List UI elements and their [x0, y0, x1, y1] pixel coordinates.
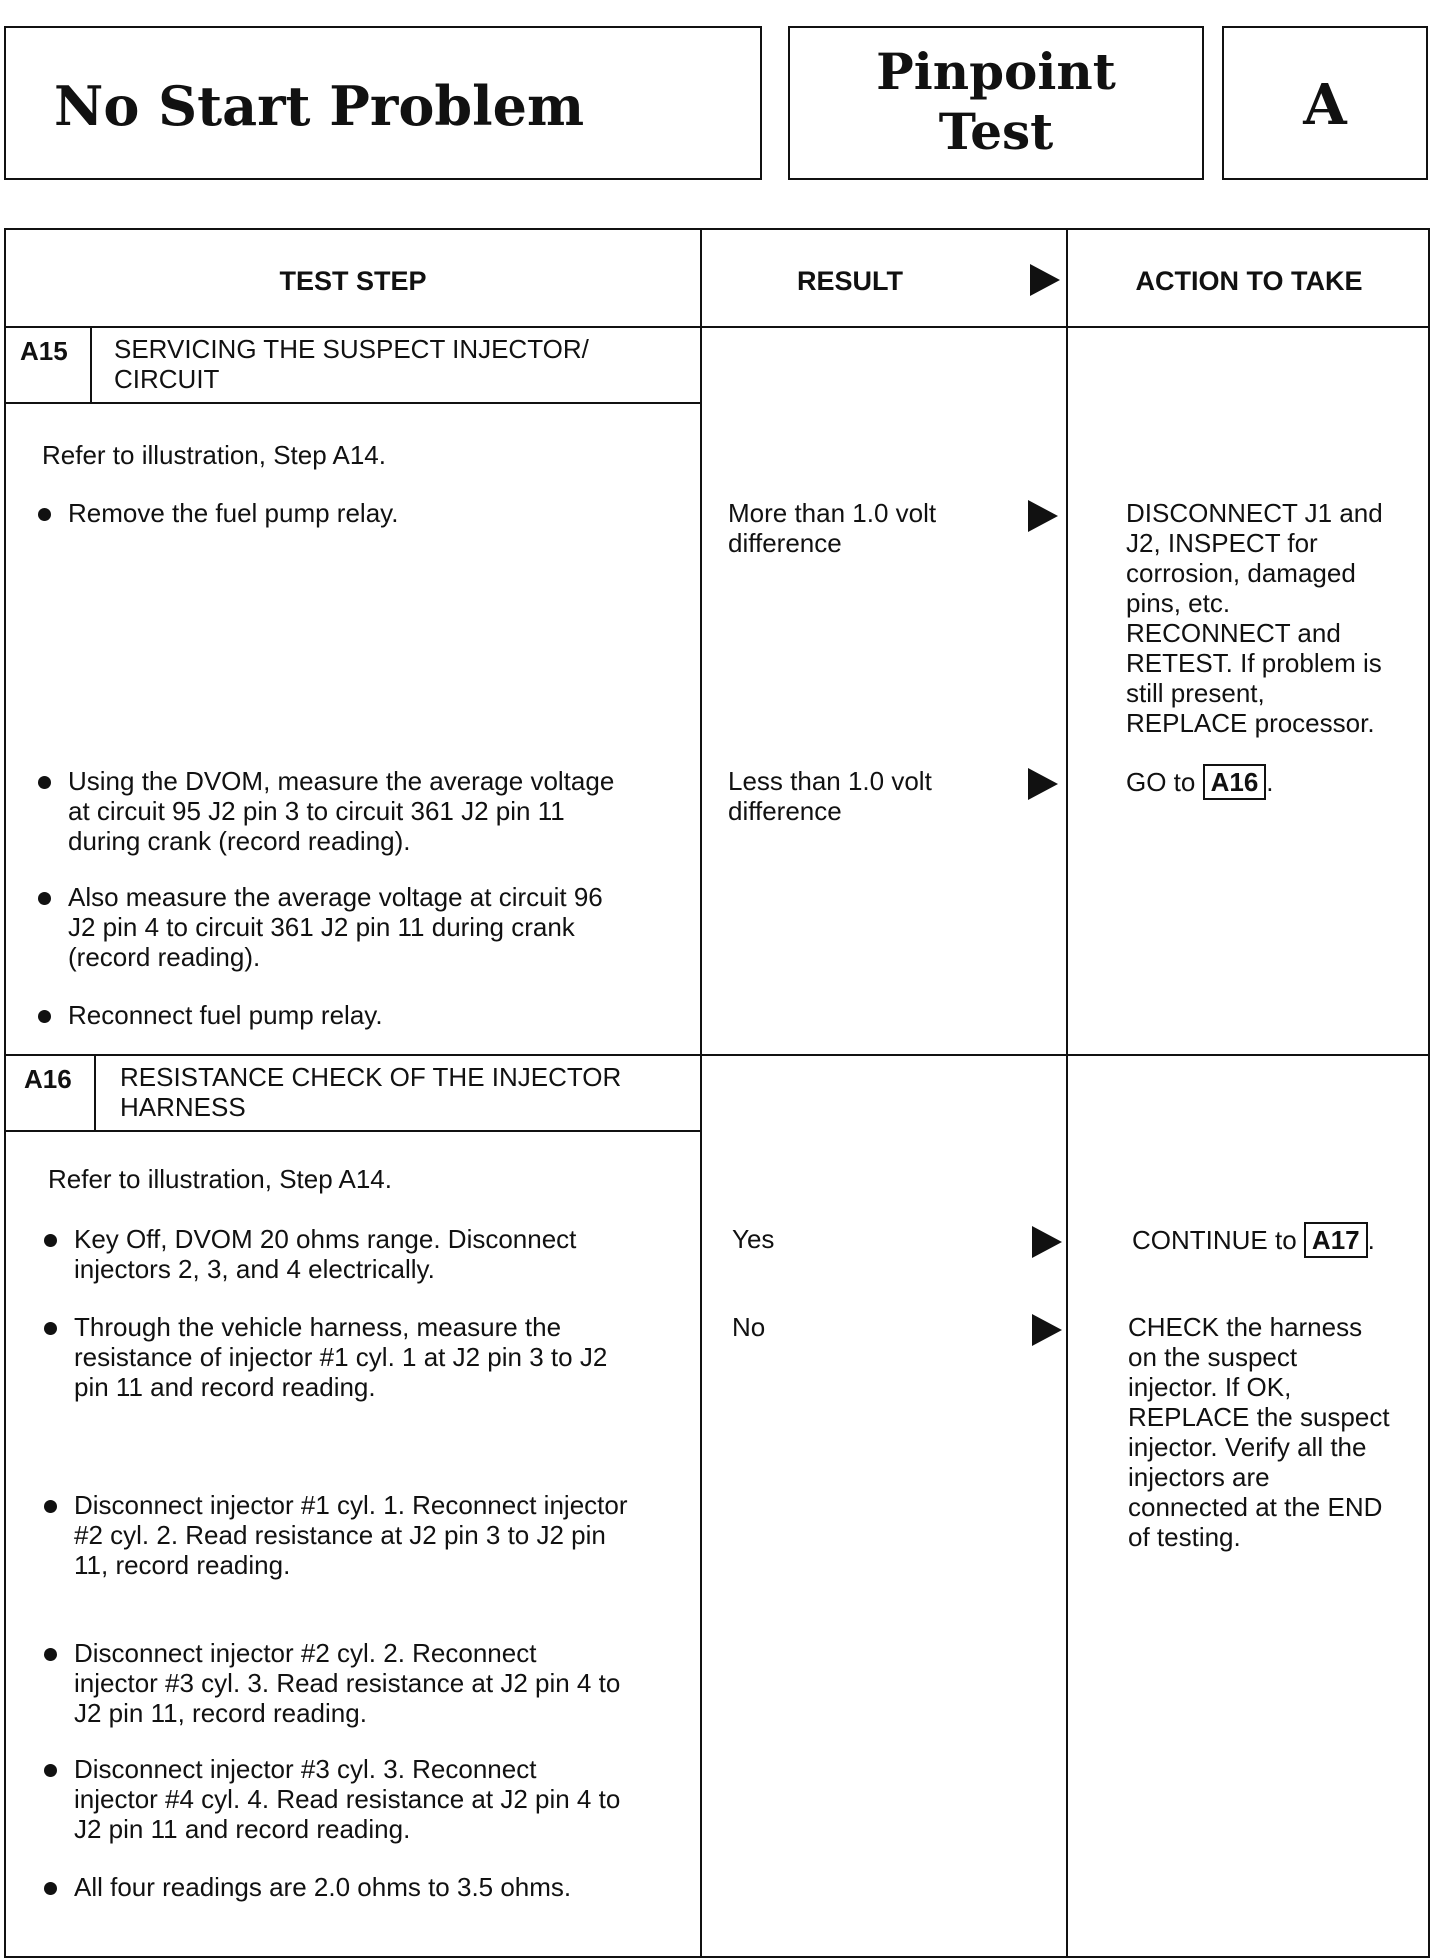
- arrow-right-icon: [1032, 1226, 1062, 1258]
- step-title-divider: [6, 1130, 700, 1132]
- header-divider: [6, 326, 1428, 328]
- bullet-icon: [38, 892, 51, 905]
- bullet-icon: [44, 1322, 57, 1335]
- a15-action-2: GO to A16 .: [1126, 764, 1274, 800]
- step-ref-a17[interactable]: A17: [1304, 1222, 1368, 1258]
- a15-refer-text: Refer to illustration, Step A14.: [42, 440, 386, 470]
- test-label: Test: [938, 102, 1054, 161]
- arrow-right-icon: [1032, 1314, 1062, 1346]
- bullet-icon: [44, 1882, 57, 1895]
- a16-action-2: CHECK the harness on the suspect injector. If OK, REPLACE the suspect injector. Verify all the injectors are connected at the END of testing.: [1128, 1312, 1390, 1552]
- header-test-step: TEST STEP: [279, 266, 427, 296]
- step-title-divider: [6, 402, 700, 404]
- header-result: RESULT: [797, 266, 903, 296]
- step-ref-a16[interactable]: A16: [1203, 764, 1267, 800]
- step-title-a16-l1: RESISTANCE CHECK OF THE INJECTOR: [120, 1062, 622, 1092]
- pinpoint-test-box: [788, 26, 1204, 180]
- pinpoint-table: [4, 228, 1430, 1958]
- a16-bullet-2: Through the vehicle harness, measure the resistance of injector #1 cyl. 1 at J2 pin 3 to J2 pin 11 and record reading.: [42, 1312, 607, 1402]
- a16-action-1: CONTINUE to A17 .: [1132, 1222, 1375, 1258]
- arrow-right-icon: [1028, 768, 1058, 800]
- a15-action-1: DISCONNECT J1 and J2, INSPECT for corrosion, damaged pins, etc. RECONNECT and RETEST. If problem is still present, REPLACE processor.: [1126, 498, 1383, 738]
- a15-result-1: More than 1.0 volt difference: [728, 498, 937, 558]
- a16-bullet-4: Disconnect injector #2 cyl. 2. Reconnect injector #3 cyl. 3. Read resistance at J2 pin 4 to J2 pin 11, record reading.: [42, 1638, 620, 1728]
- a16-refer-text: Refer to illustration, Step A14.: [48, 1164, 392, 1194]
- bullet-icon: [44, 1234, 57, 1247]
- bullet-icon: [44, 1500, 57, 1513]
- step-title-a15-l1: SERVICING THE SUSPECT INJECTOR/: [114, 334, 589, 364]
- arrow-right-icon: [1030, 264, 1060, 296]
- a15-bullet-2: Using the DVOM, measure the average voltage at circuit 95 J2 pin 3 to circuit 361 J2 pin 11 during crank (record reading).: [36, 766, 614, 856]
- bullet-icon: [44, 1648, 57, 1661]
- step-num-divider: [90, 326, 92, 402]
- bullet-icon: [38, 508, 51, 521]
- pinpoint-label: Pinpoint: [876, 42, 1116, 101]
- bullet-icon: [44, 1764, 57, 1777]
- bullet-icon: [38, 1010, 51, 1023]
- a15-result-2: Less than 1.0 volt difference: [728, 766, 932, 826]
- column-divider: [700, 230, 702, 1956]
- title-box: [4, 26, 762, 180]
- a16-bullet-5: Disconnect injector #3 cyl. 3. Reconnect injector #4 cyl. 4. Read resistance at J2 pin 4 to J2 pin 11 and record reading.: [42, 1754, 620, 1844]
- bullet-icon: [38, 776, 51, 789]
- step-divider: [6, 1054, 1428, 1056]
- a15-bullet-4: Reconnect fuel pump relay.: [36, 1000, 383, 1030]
- a15-bullet-1: Remove the fuel pump relay.: [36, 498, 398, 528]
- column-divider: [1066, 230, 1068, 1956]
- arrow-right-icon: [1028, 500, 1058, 532]
- test-letter: A: [1303, 72, 1347, 138]
- a16-bullet-3: Disconnect injector #1 cyl. 1. Reconnect injector #2 cyl. 2. Read resistance at J2 pin 3 to J2 pin 11, record reading.: [42, 1490, 628, 1580]
- step-title-a16-l2: HARNESS: [120, 1092, 246, 1122]
- a16-bullet-6: All four readings are 2.0 ohms to 3.5 ohms.: [42, 1872, 571, 1902]
- a15-bullet-3: Also measure the average voltage at circuit 96 J2 pin 4 to circuit 361 J2 pin 11 during crank (record reading).: [36, 882, 603, 972]
- a16-result-yes: Yes: [732, 1224, 775, 1254]
- step-title-a15-l2: CIRCUIT: [114, 364, 220, 394]
- a16-bullet-1: Key Off, DVOM 20 ohms range. Disconnect injectors 2, 3, and 4 electrically.: [42, 1224, 576, 1284]
- step-number-a16: A16: [24, 1064, 72, 1094]
- page-title: No Start Problem: [54, 74, 585, 138]
- header-action: ACTION TO TAKE: [1135, 266, 1363, 296]
- test-letter-box: [1222, 26, 1428, 180]
- step-number-a15: A15: [20, 336, 68, 366]
- step-num-divider: [94, 1054, 96, 1130]
- a16-result-no: No: [732, 1312, 766, 1342]
